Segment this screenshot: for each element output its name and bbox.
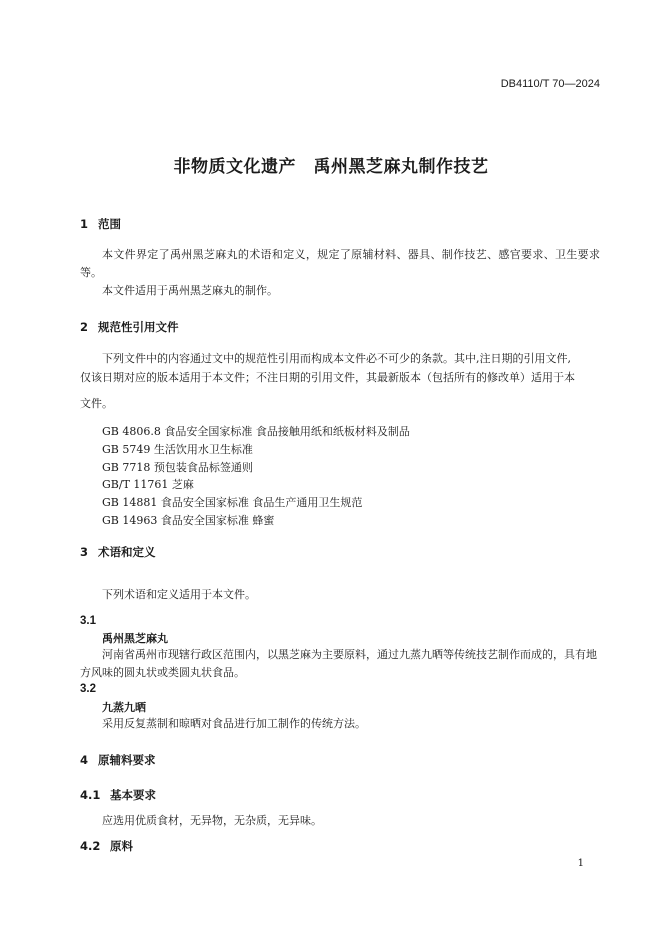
section-title: 规范性引用文件	[98, 320, 179, 334]
reference-item: GB 14963 食品安全国家标准 蜂蜜	[102, 514, 275, 527]
term-name: 九蒸九晒	[102, 701, 146, 714]
section-2-paragraph-line-1: 下列文件中的内容通过文中的规范性引用而构成本文件必不可少的条款。其中,注日期的引用文件,	[102, 352, 571, 365]
term-number: 3.1	[80, 615, 96, 627]
section-1-paragraph-2: 本文件适用于禹州黑芝麻丸的制作。	[102, 284, 278, 297]
term-definition: 河南省禹州市现辖行政区范围内，以黑芝麻为主要原料，通过九蒸九晒等传统技艺制作而成的，具有地方风味的圆丸状或类圆丸状食品。	[80, 648, 597, 679]
section-title: 术语和定义	[98, 545, 156, 559]
page-number: 1	[577, 858, 584, 869]
subsection-number: 4.1	[80, 788, 101, 802]
section-title: 范围	[98, 217, 121, 231]
section-number: 3	[80, 545, 89, 559]
reference-item: GB 5749 生活饮用水卫生标准	[102, 443, 253, 456]
section-1-paragraph-1: 本文件界定了禹州黑芝麻丸的术语和定义，规定了原辅材料、器具、制作技艺、感官要求、卫生要求等。	[80, 248, 600, 279]
section-3-intro: 下列术语和定义适用于本文件。	[102, 588, 256, 601]
subsection-4-1-text: 应选用优质食材，无异物，无杂质，无异味。	[102, 814, 322, 827]
section-2-heading	[80, 319, 179, 335]
document-id: DB4110/T 70—2024	[500, 78, 600, 90]
reference-item: GB 7718 预包装食品标签通则	[102, 461, 253, 474]
section-4-heading	[80, 752, 156, 768]
section-number: 4	[80, 753, 89, 767]
subsection-title: 原料	[110, 839, 133, 853]
subsection-number: 4.2	[80, 839, 101, 853]
subsection-4-1-heading	[80, 787, 156, 803]
term-definition: 采用反复蒸制和晾晒对食品进行加工制作的传统方法。	[102, 717, 366, 730]
term-name: 禹州黑芝麻丸	[102, 632, 168, 645]
term-number: 3.2	[80, 683, 96, 695]
section-2-paragraph-line-2: 仅该日期对应的版本适用于本文件；不注日期的引用文件，其最新版本（包括所有的修改单）适用于本	[80, 371, 575, 384]
document-title: 非物质文化遗产 禹州黑芝麻丸制作技艺	[173, 157, 489, 177]
subsection-title: 基本要求	[110, 788, 156, 802]
reference-item: GB/T 11761 芝麻	[102, 478, 194, 491]
section-3-heading	[80, 544, 156, 560]
section-2-paragraph-line-3: 文件。	[80, 397, 113, 410]
reference-item: GB 14881 食品安全国家标准 食品生产通用卫生规范	[102, 496, 363, 509]
reference-item: GB 4806.8 食品安全国家标准 食品接触用纸和纸板材料及制品	[102, 425, 410, 438]
section-number: 2	[80, 320, 89, 334]
section-title: 原辅料要求	[98, 753, 156, 767]
subsection-4-2-heading	[80, 838, 133, 854]
section-number: 1	[80, 217, 89, 231]
section-1-heading	[80, 216, 121, 232]
